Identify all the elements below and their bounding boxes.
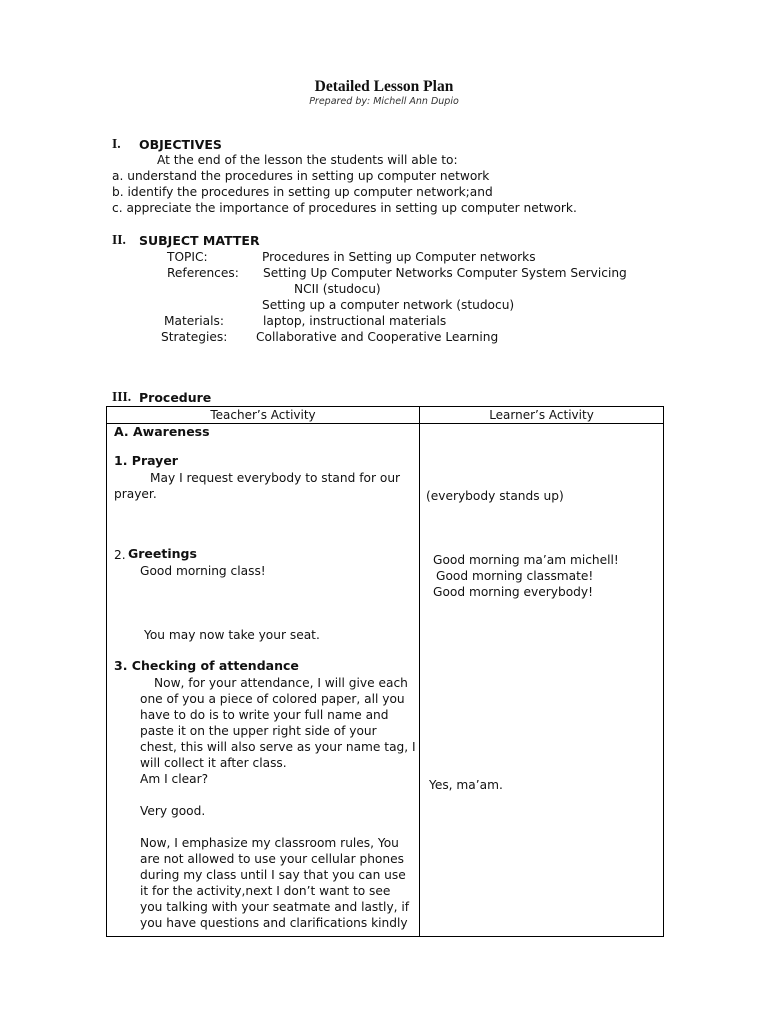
strategies-label: Strategies: bbox=[161, 330, 228, 344]
materials-label: Materials: bbox=[164, 314, 224, 328]
subject-matter-numeral: II. bbox=[112, 232, 126, 247]
learner-greeting-3: Good morning everybody! bbox=[433, 585, 593, 599]
rules-line-6: you have questions and clarifications kindly bbox=[140, 916, 408, 930]
rules-line-4: it for the activity,next I don’t want to see bbox=[140, 884, 391, 898]
objective-item-b: b. identify the procedures in setting up computer network;and bbox=[112, 185, 493, 199]
topic-label: TOPIC: bbox=[167, 250, 208, 264]
learner-greeting-2: Good morning classmate! bbox=[436, 569, 594, 583]
objective-item-a: a. understand the procedures in setting up computer network bbox=[112, 169, 490, 183]
learner-activity-header: Learner’s Activity bbox=[420, 407, 664, 424]
attendance-line-6: will collect it after class. bbox=[140, 756, 287, 770]
rules-line-3: during my class until I say that you can use bbox=[140, 868, 406, 882]
rules-line-5: you talking with your seatmate and lastly, if bbox=[140, 900, 410, 914]
learner-stands-text: (everybody stands up) bbox=[426, 489, 564, 503]
greetings-teacher: Good morning class! bbox=[140, 564, 266, 578]
teacher-activity-header: Teacher’s Activity bbox=[107, 407, 420, 424]
references-line-1: Setting Up Computer Networks Computer System Servicing bbox=[263, 266, 627, 280]
learner-greeting-1: Good morning ma’am michell! bbox=[433, 553, 619, 567]
attendance-line-1: Now, for your attendance, I will give each bbox=[154, 676, 408, 690]
references-line-3: Setting up a computer network (studocu) bbox=[262, 298, 515, 312]
references-line-2: NCII (studocu) bbox=[294, 282, 381, 296]
attendance-line-3: have to do is to write your full name and bbox=[140, 708, 389, 722]
objectives-numeral: I. bbox=[112, 136, 121, 151]
prepared-by: Prepared by: Michell Ann Dupio bbox=[309, 96, 459, 107]
greetings-number: 2. bbox=[114, 548, 126, 562]
attendance-line-2: one of you a piece of colored paper, all you bbox=[140, 692, 405, 706]
objectives-intro: At the end of the lesson the students will able to: bbox=[157, 153, 458, 167]
awareness-heading: A. Awareness bbox=[114, 424, 210, 439]
procedure-table-body-row bbox=[107, 424, 664, 937]
strategies-value: Collaborative and Cooperative Learning bbox=[256, 330, 499, 344]
references-label: References: bbox=[167, 266, 239, 280]
prayer-heading: 1. Prayer bbox=[114, 453, 178, 468]
prayer-line-1: May I request everybody to stand for our bbox=[150, 471, 401, 485]
prayer-line-2: prayer. bbox=[114, 487, 157, 501]
attendance-line-4: paste it on the upper right side of your bbox=[140, 724, 377, 738]
greetings-heading: Greetings bbox=[128, 546, 197, 561]
objective-item-c: c. appreciate the importance of procedures in setting up computer network. bbox=[112, 201, 577, 215]
attendance-line-7: Am I clear? bbox=[140, 772, 209, 786]
take-seat-text: You may now take your seat. bbox=[144, 628, 320, 642]
subject-matter-heading: SUBJECT MATTER bbox=[139, 233, 260, 248]
teacher-activity-cell bbox=[107, 424, 420, 937]
rules-line-2: are not allowed to use your cellular phones bbox=[140, 852, 404, 866]
attendance-line-5: chest, this will also serve as your name tag, I bbox=[140, 740, 416, 754]
objectives-heading: OBJECTIVES bbox=[139, 137, 222, 152]
procedure-numeral: III. bbox=[112, 389, 132, 404]
attendance-heading: 3. Checking of attendance bbox=[114, 658, 299, 673]
procedure-heading: Procedure bbox=[139, 390, 212, 405]
very-good-text: Very good. bbox=[140, 804, 206, 818]
learner-activity-cell bbox=[420, 424, 664, 937]
document-title: Detailed Lesson Plan bbox=[314, 78, 454, 95]
procedure-table bbox=[106, 406, 664, 937]
procedure-table-header-row bbox=[107, 407, 664, 424]
materials-value: laptop, instructional materials bbox=[263, 314, 447, 328]
topic-value: Procedures in Setting up Computer networks bbox=[262, 250, 536, 264]
rules-line-1: Now, I emphasize my classroom rules, You bbox=[140, 836, 399, 850]
learner-yes-text: Yes, ma’am. bbox=[429, 778, 503, 792]
